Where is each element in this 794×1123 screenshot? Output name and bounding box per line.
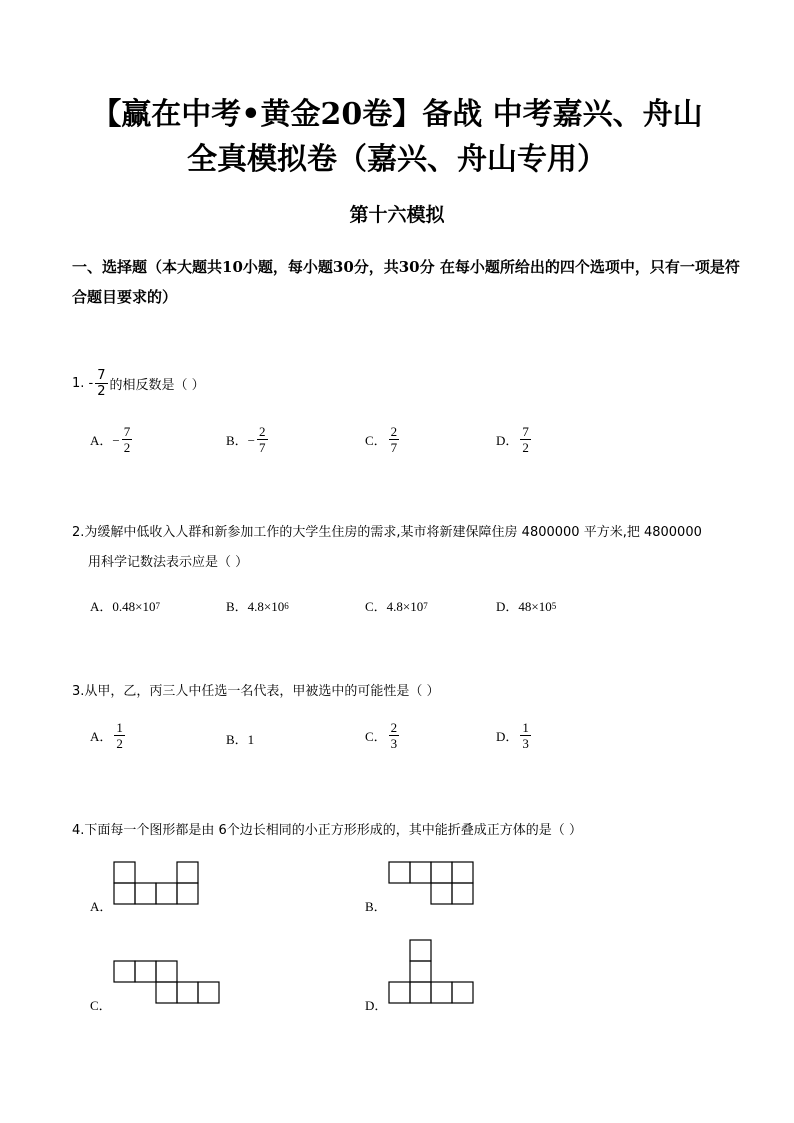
title-line-2: 全真模拟卷（嘉兴、舟山专用）: [187, 142, 607, 177]
net-a-square: [135, 883, 156, 904]
q1-option-b-label: B．−: [226, 433, 256, 448]
q1-d-den: 2: [522, 440, 529, 455]
q1-option-d: [496, 424, 533, 455]
q2-d-exp: 5: [551, 600, 557, 611]
q1-option-d-label: D．: [496, 433, 519, 448]
q3-d-label: D．: [496, 729, 519, 744]
q4-net-d: [387, 938, 477, 1006]
net-b-square: [431, 862, 452, 883]
net-a-square: [114, 862, 135, 883]
net-b-square: [431, 883, 452, 904]
q4-label-c: C．: [90, 998, 112, 1013]
q1-fraction: [95, 368, 107, 399]
q1-option-b: [226, 424, 270, 455]
question-4: 4.下面每一个图形都是由 6个边长相同的小正方形形成的，其中能折叠成正方体的是（ ）: [72, 823, 582, 838]
q4-label-b: B．: [365, 899, 387, 914]
net-d-square: [452, 982, 473, 1003]
q1-suffix: 的相反数是（ ）: [109, 378, 205, 393]
q2-c-label: C．4.8×10: [365, 599, 424, 614]
subtitle: 第十六模拟: [349, 204, 445, 226]
q1-option-a: [90, 424, 134, 455]
question-1: [72, 368, 205, 399]
title-line-1: 【赢在中考•黄金20卷】备战 中考嘉兴、舟山: [91, 97, 703, 132]
q1-c-den: 7: [390, 440, 398, 455]
q4-net-c: [112, 959, 222, 1007]
net-c-square: [156, 982, 177, 1003]
q3-d-num: 1: [522, 720, 529, 735]
q4-label-a: A．: [90, 899, 113, 914]
q2-option-d: [496, 596, 556, 615]
q2-b-exp: 6: [284, 600, 289, 611]
q1-b-num: 2: [259, 424, 266, 439]
q2-option-c: [365, 596, 428, 615]
q4-net-b: [387, 860, 477, 908]
net-b-square: [452, 883, 473, 904]
net-b-square: [410, 862, 431, 883]
net-a-square: [177, 883, 198, 904]
q4-net-a: [112, 860, 202, 908]
net-d-square: [431, 982, 452, 1003]
net-d-square: [410, 940, 431, 961]
net-c-square: [135, 961, 156, 982]
q1-b-den: 7: [259, 440, 266, 455]
q3-a-den: 2: [116, 736, 123, 751]
q2-d-label: D．48×10: [496, 599, 552, 614]
q3-c-den: 3: [390, 736, 398, 751]
q3-c-label: C．: [365, 729, 387, 744]
net-a-square: [177, 862, 198, 883]
q1-a-den: 2: [123, 440, 131, 455]
q3-a-num: 1: [116, 720, 123, 735]
q1-prefix: 1. -: [72, 376, 94, 391]
q2-a-label: A．0.48×10: [90, 599, 156, 614]
q3-option-d: [496, 720, 533, 751]
q2-b-label: B．4.8×10: [226, 599, 285, 614]
q1-c-num: 2: [390, 424, 398, 439]
q3-option-b: [226, 729, 254, 748]
net-c-square: [156, 961, 177, 982]
q1-den: 2: [97, 384, 106, 399]
q3-option-c: [365, 720, 401, 751]
q3-c-num: 2: [390, 720, 398, 735]
q2-a-exp: 7: [155, 600, 160, 611]
q1-option-a-label: A．−: [90, 433, 120, 448]
question-2-line-1: 2.为缓解中低收入人群和新参加工作的大学生住房的需求,某市将新建保障住房 4800000 平方米,把 4800000: [72, 525, 702, 540]
net-a-square: [156, 883, 177, 904]
q2-option-b: [226, 596, 289, 615]
net-d-square: [389, 982, 410, 1003]
q3-option-a: [90, 720, 127, 751]
section-heading: 一、选择题（本大题共10小题，每小题30分，共30分 在每小题所给出的四个选项中，只有一项是符合题目要求的）: [72, 258, 740, 306]
q3-a-label: A．: [90, 729, 113, 744]
net-a-square: [114, 883, 135, 904]
net-d-square: [410, 961, 431, 982]
net-c-square: [177, 982, 198, 1003]
q3-d-den: 3: [522, 736, 529, 751]
question-2-line-2: 用科学记数法表示应是（ ）: [88, 555, 249, 570]
q3-b-label: B．1: [226, 732, 255, 747]
net-c-square: [114, 961, 135, 982]
q2-c-exp: 7: [423, 600, 428, 611]
q1-a-num: 7: [123, 424, 131, 439]
q2-option-a: [90, 596, 160, 615]
question-3: 3.从甲，乙，丙三人中任选一名代表，甲被选中的可能性是（ ）: [72, 684, 440, 699]
q1-d-num: 7: [522, 424, 529, 439]
net-d-square: [410, 982, 431, 1003]
q1-option-c-label: C．: [365, 433, 387, 448]
q4-label-d: D．: [365, 998, 388, 1013]
q1-option-c: [365, 424, 401, 455]
net-b-square: [389, 862, 410, 883]
net-c-square: [198, 982, 219, 1003]
q1-num: 7: [97, 368, 106, 383]
net-b-square: [452, 862, 473, 883]
